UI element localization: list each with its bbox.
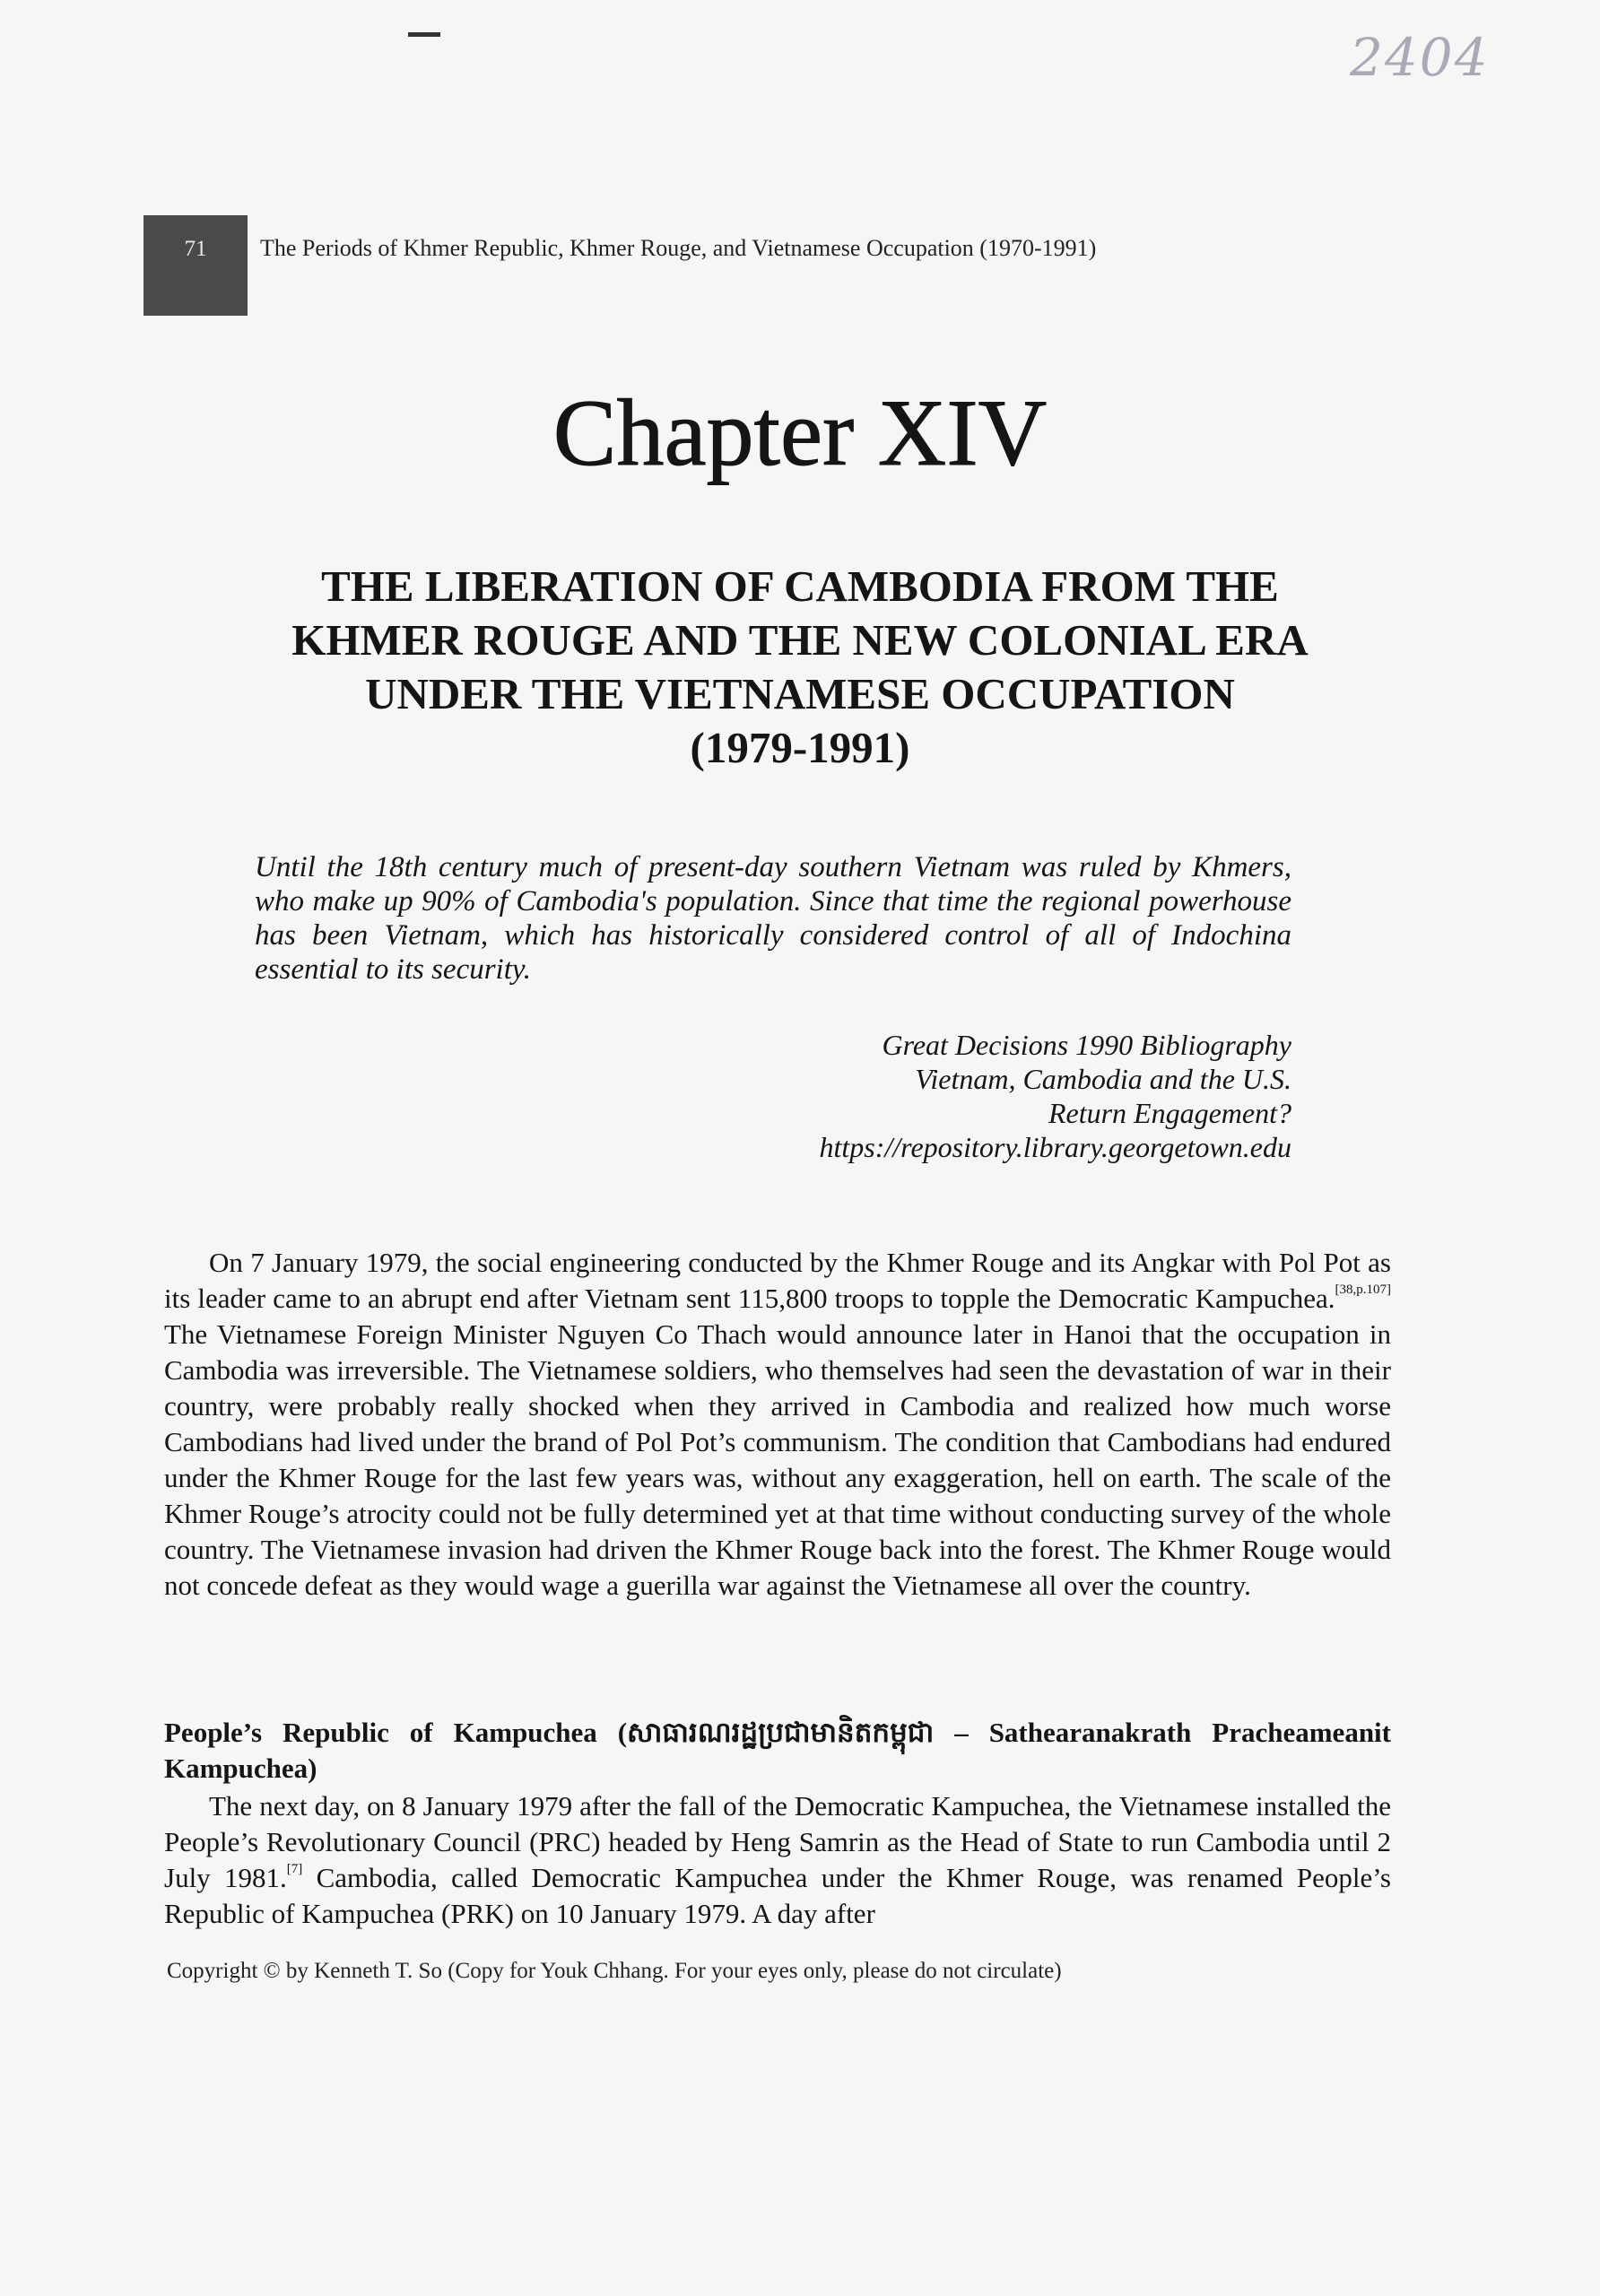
source-line: Great Decisions 1990 Bibliography bbox=[882, 1029, 1291, 1061]
source-line: Return Engagement? bbox=[1048, 1097, 1291, 1129]
page-number: 71 bbox=[184, 237, 207, 261]
subtitle-line: THE LIBERATION OF CAMBODIA FROM THE bbox=[321, 561, 1279, 611]
handwritten-archive-number: 2404 bbox=[1350, 27, 1490, 88]
source-line: Vietnam, Cambodia and the U.S. bbox=[915, 1063, 1291, 1095]
subtitle-line: (1979-1991) bbox=[690, 723, 910, 772]
subtitle-line: KHMER ROUGE AND THE NEW COLONIAL ERA bbox=[291, 615, 1309, 665]
chapter-subtitle bbox=[197, 560, 1403, 775]
source-url: https://repository.library.georgetown.edu bbox=[819, 1131, 1291, 1163]
epigraph-source bbox=[628, 1028, 1291, 1164]
paragraph-text: The Vietnamese Foreign Minister Nguyen Co Thach would announce later in Hanoi that the occupation in Cambodia was irreversible. The Vietnamese soldiers, who themselves had seen the devastation of war in their country, were probably really shocked when they arrived in Cambodia and realized how much worse Cambodians had lived under the brand of Pol Pot’s communism. The condition that Cambodians had endured under the Khmer Rouge for the last few years was, without any exaggeration, hell on earth. The scale of the Khmer Rouge’s atrocity could not be fully determined yet at that time without conducting survey of the whole country. The Vietnamese invasion had driven the Khmer Rouge back into the forest. The Khmer Rouge would not concede defeat as they would wage a guerilla war against the Vietnamese all over the country. bbox=[164, 1318, 1391, 1601]
body-paragraph bbox=[164, 1788, 1391, 1932]
citation-ref: [7] bbox=[286, 1862, 303, 1876]
paragraph-text: The next day, on 8 January 1979 after the fall of the Democratic Kampuchea, the Vietnamese installed the People’s Revolutionary Council (PRC) headed by Heng Samrin as the Head of State to run Cambodia until 2 July 1981. bbox=[164, 1790, 1391, 1893]
section-heading: People’s Republic of Kampuchea (សាធារណរដ្ឋប្រជាមានិតកម្ពុជា – Sathearanakrath Pracheameanit Kampuchea) bbox=[164, 1717, 1391, 1784]
epigraph-quote: Until the 18th century much of present-day southern Vietnam was ruled by Khmers, who make up 90% of Cambodia's population. Since that time the regional powerhouse has been Vietnam, which has historically considered control of all of Indochina essential to its security. bbox=[255, 851, 1291, 986]
scan-mark bbox=[408, 32, 440, 37]
body-paragraph bbox=[164, 1245, 1391, 1604]
paragraph-text: Cambodia, called Democratic Kampuchea under the Khmer Rouge, was renamed People’s Republic of Kampuchea (PRK) on 10 January 1979. A day after bbox=[164, 1862, 1391, 1929]
chapter-title: Chapter XIV bbox=[552, 380, 1048, 485]
citation-ref: [38,p.107] bbox=[1335, 1283, 1391, 1297]
subtitle-line: UNDER THE VIETNAMESE OCCUPATION bbox=[365, 669, 1235, 718]
copyright-footer: Copyright © by Kenneth T. So (Copy for Youk Chhang. For your eyes only, please do not circulate) bbox=[167, 1959, 1062, 1983]
paragraph-text: On 7 January 1979, the social engineering conducted by the Khmer Rouge and its Angkar with Pol Pot as its leader came to an abrupt end after Vietnam sent 115,800 troops to topple the Democratic Kampuchea. bbox=[164, 1247, 1391, 1314]
page-number-box bbox=[143, 215, 248, 316]
running-title: The Periods of Khmer Republic, Khmer Rouge, and Vietnamese Occupation (1970-1991) bbox=[260, 235, 1097, 261]
